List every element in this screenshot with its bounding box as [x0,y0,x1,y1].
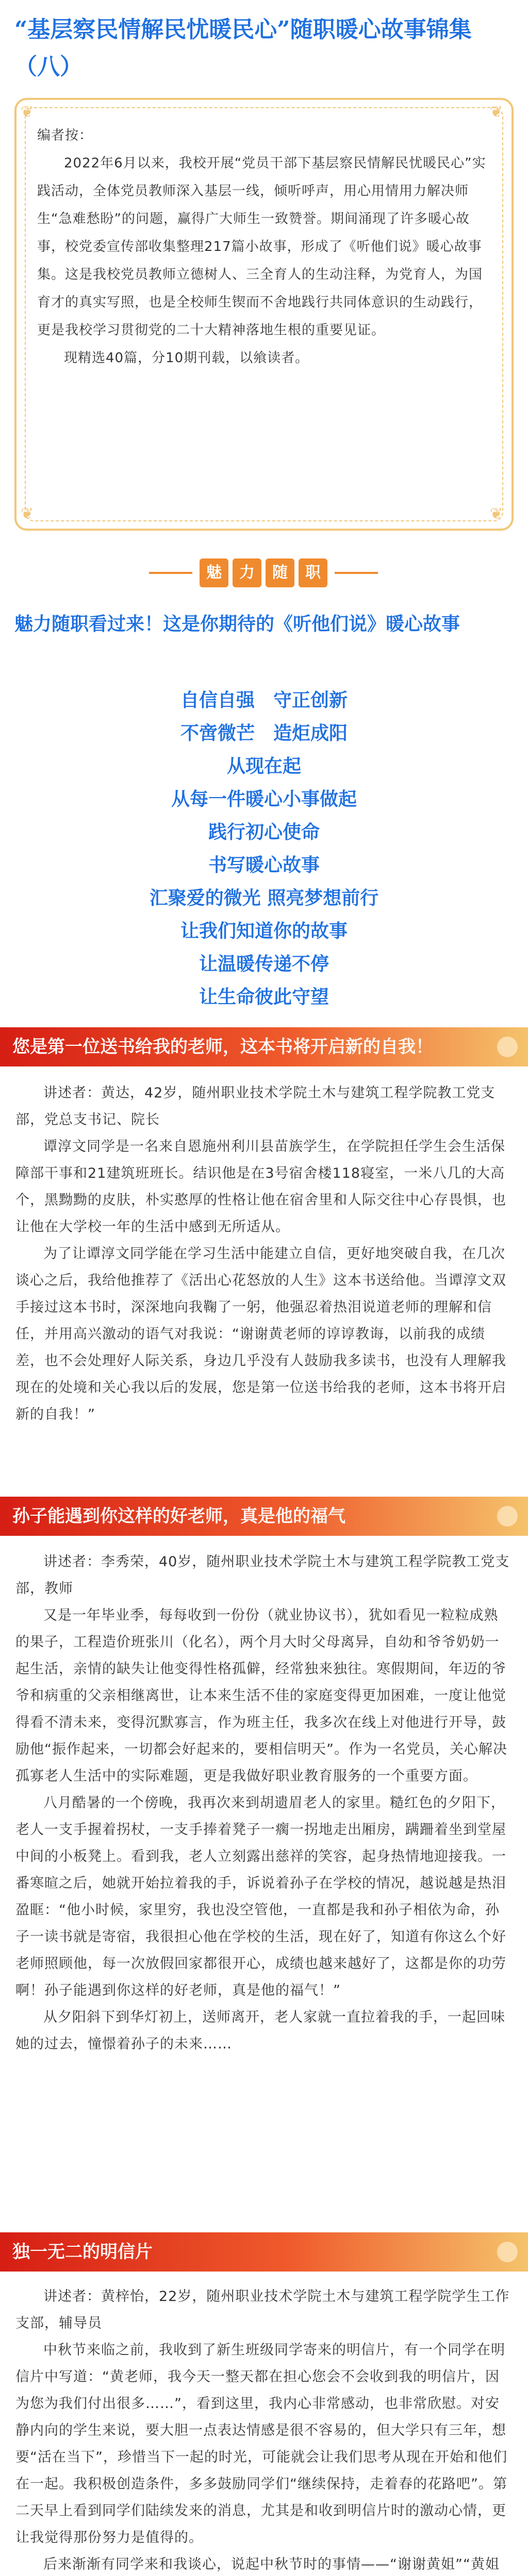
story-heading: 独一无二的明信片 [12,2242,153,2262]
story-body [15,1549,513,2058]
banner-line [149,572,192,574]
story-header [0,1497,528,1536]
story-heading: 您是第一位送书给我的老师，这本书将开启新的自我！ [12,1037,433,1057]
intro-label: 编者按： [37,128,93,143]
corner-ornament-icon: ❦ [21,103,34,121]
poem-line: 让温暖传递不停 [199,954,329,975]
banner-char: 力 [233,558,261,587]
header-ornament-icon [497,2242,518,2262]
story-heading: 孙子能遇到你这样的好老师，真是他的福气 [12,1506,345,1527]
story-paragraph: 又是一年毕业季，每每收到一份份（就业协议书），犹如看见一粒粒成熟的果子，工程造价班张川（化名），两个月大时父母离异，自幼和爷爷奶奶一起生活，亲情的缺失让他变得性格孤僻，经常独来独往。寒假期间，年迈的爷爷和病重的父亲相继离世，让本来生活不佳的家庭变得更加困难，一度让他觉得看不清未来，变得沉默寡言，作为班主任，我多次在线上对他进行开导，鼓励他“振作起来，一切都会好起来的，要相信明天”。作为一名党员，关心解决孤寡老人生活中的实际难题，更是我做好职业教育服务的一个重要方面。 [15,1607,507,1784]
banner-line [335,572,378,574]
poem-line: 让我们知道你的故事 [180,921,348,942]
corner-ornament-icon: ❦ [490,103,503,121]
story-paragraph: 为了让谭淳文同学能在学习生活中能建立自信，更好地突破自我，在几次谈心之后，我给他推荐了《活出心花怒放的人生》这本书送给他。当谭淳文双手接过这本书时，深深地向我鞠了一躬，他强忍着热泪说道老师的理解和信任，并用高兴激动的语气对我说：“谢谢黄老师的谆谆教诲，以前我的成绩差，也不会处理好人际关系，身边几乎没有人鼓励我多读书，也没有人理解我现在的处境和关心我以后的发展，您是第一位送书给我的老师，这本书将开启新的自我！” [15,1246,506,1422]
banner-char: 随 [266,558,294,587]
poem-line: 从现在起 [226,756,301,777]
header-ornament-icon [497,1506,518,1527]
story-paragraph: 谭淳文同学是一名来自恩施州利川县苗族学生，在学院担任学生会生活保障部干事和21建筑班班长。结识他是在3号宿舍楼118寝室，一米八几的大高个，黑黝黝的皮肤，朴实憨厚的性格让他在宿舍里和人际交往中心存畏惧，也让他在大学校一年的生活中感到无所适从。 [15,1139,506,1235]
poem-line: 让生命彼此守望 [199,987,329,1008]
poem-line: 不啻微芒 造炬成阳 [180,723,348,744]
story-header [0,1027,528,1066]
story-paragraph: 讲述者：李秀荣，40岁，随州职业技术学院土木与建筑工程学院教工党支部，教师 [15,1554,510,1597]
corner-ornament-icon: ❦ [21,505,34,523]
story-header [0,2232,528,2272]
banner-char: 职 [299,558,327,587]
intro-paragraph: 现精选40篇，分10期刊载，以飨读者。 [64,350,309,366]
poem-line: 汇聚爱的微光 照亮梦想前行 [149,888,379,909]
poem-line: 践行初心使命 [208,822,320,843]
intro-paragraph: 2022年6月以来，我校开展“党员干部下基层察民情解民忧暖民心”实践活动，全体党员教师深入基层一线，倾听呼声，用心用情用力解决师生“急难愁盼”的问题，赢得广大师生一致赞誉。期间涌现了许多暖心故事，校党委宣传部收集整理217篇小故事，形成了《听他们说》暖心故事集。这是我校党员教师立德树人、三全育人的生动注释，为党育人，为国育才的真实写照，也是全校师生锲而不舍地践行共同体意识的生动践行，更是我校学习贯彻党的二十大精神落地生根的重要见证。 [37,156,486,338]
poem [0,684,528,1014]
header-ornament-icon [497,1037,518,1057]
banner-char: 魅 [200,558,228,587]
story-paragraph: 讲述者：黄达，42岁，随州职业技术学院土木与建筑工程学院教工党支部，党总支书记、院长 [15,1085,496,1128]
story-paragraph: 中秋节来临之前，我收到了新生班级同学寄来的明信片，有一个同学在明信片中写道：“黄老师，我今天一整天都在担心您会不会收到我的明信片，因为您为我们付出很多……”，看到这里，我内心非常感动，也非常欣慰。对安静内向的学生来说，要大胆一点表达情感是很不容易的，但大学只有三年，想要“活在当下”，珍惜当下一起的时光，可能就会让我们思考从现在开始和他们在一起。我积极创造条件，多多鼓励同学们“继续保持，走着春的花路吧”。第二天早上看到同学们陆续发来的消息，尤其是和收到明信片时的激动心情，更让我觉得那份努力是值得的。 [15,2342,507,2546]
page-title: “基层察民情解民忧暖民心”随职暖心故事锦集（八） [14,16,472,80]
corner-ornament-icon: ❦ [490,505,503,523]
section-banner [147,557,380,588]
poem-line: 书写暖心故事 [208,855,320,876]
story-paragraph: 后来渐渐有同学来和我谈心，说起中秋节时的事情——“谢谢黄姐”“黄姐 [43,2556,500,2572]
story-body [15,1080,513,1428]
poem-line: 自信自强 守正创新 [180,690,348,711]
story-body [15,2283,513,2576]
intro-text [37,122,491,372]
story-paragraph: 讲述者：黄梓怡，22岁，随州职业技术学院土木与建筑工程学院学生工作支部，辅导员 [15,2289,510,2331]
section-title: 魅力随职看过来！这是你期待的《听他们说》暖心故事 [14,614,460,635]
story-paragraph: 从夕阳斜下到华灯初上，送师离开，老人家就一直拉着我的手，一起回味她的过去，憧憬着孙子的未来…… [15,2009,505,2052]
story-paragraph: 八月酷暑的一个傍晚，我再次来到胡遗眉老人的家里。糙红色的夕阳下，老人一支手握着拐杖，一支手捧着凳子一瘸一拐地走出厢房，蹒跚着坐到堂屋中间的小板凳上。看到我，老人立刻露出慈祥的笑容，起身热情地迎接我。一番寒暄之后，她就开始拉着我的手，诉说着孙子在学校的情况，越说越是热泪盈眶：“他小时候，家里穷，我也没空管他，一直都是我和孙子相依为命，孙子一读书就是寄宿，我很担心他在学校的生活，现在好了，知道有你这么个好老师照顾他，每一次放假回家都很开心，成绩也越来越好了，这都是你的功劳啊！孙子能遇到你这样的好老师，真是他的福气！” [15,1795,506,1998]
poem-line: 从每一件暖心小事做起 [171,789,357,810]
